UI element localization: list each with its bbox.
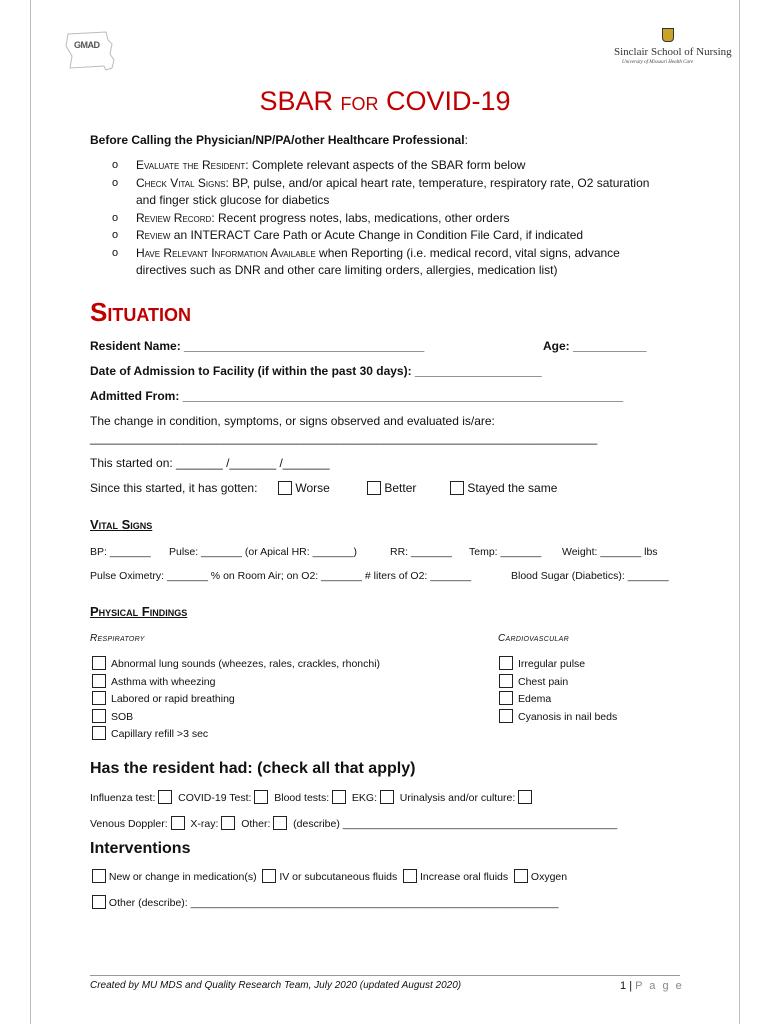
weight-field[interactable]: Weight: _______ lbs xyxy=(562,546,658,558)
list-item: o Evaluate the Resident: Complete relevant aspects of the SBAR form below xyxy=(112,158,526,172)
pulse-oximetry-field[interactable]: Pulse Oximetry: _______ % on Room Air; on O2: _______ # liters of O2: _______ xyxy=(90,570,472,582)
rr-field[interactable]: RR: _______ xyxy=(390,546,452,558)
other-intervention-field[interactable]: Other (describe): _______________________________________________________________ xyxy=(108,897,559,909)
worse-option[interactable]: Worse xyxy=(278,481,330,495)
gotten-row xyxy=(90,481,257,495)
intervention-other-row xyxy=(92,895,559,909)
gmad-logo xyxy=(62,26,122,76)
better-checkbox[interactable] xyxy=(367,481,381,495)
respiratory-checkbox[interactable] xyxy=(92,726,106,740)
cardiovascular-checkbox[interactable] xyxy=(499,691,513,705)
pulse-field[interactable]: Pulse: _______ (or Apical HR: _______) xyxy=(169,546,357,558)
list-item[interactable]: Asthma with wheezing xyxy=(92,674,380,692)
respiratory-checkbox[interactable] xyxy=(92,656,106,670)
urinalysis-checkbox[interactable] xyxy=(518,790,532,804)
tests-heading: Has the resident had: (check all that apply) xyxy=(90,760,416,777)
tests-row-2: Venous Doppler: X-ray: Other: (describe) _______________________________________________ xyxy=(90,818,618,830)
page-right-edge xyxy=(739,0,740,1024)
cardiovascular-checkbox[interactable] xyxy=(499,656,513,670)
venous-doppler-checkbox[interactable] xyxy=(171,816,185,830)
situation-heading: SITUATION xyxy=(90,297,191,327)
school-logo xyxy=(606,28,732,70)
page-number: 1 | P a g e xyxy=(620,980,684,992)
worse-checkbox[interactable] xyxy=(278,481,292,495)
cardiovascular-checkbox[interactable] xyxy=(499,674,513,688)
oxygen-checkbox[interactable] xyxy=(514,869,528,883)
list-item: o Check Vital Signs: BP, pulse, and/or apical heart rate, temperature, respiratory rate, O2 saturation and finger stick glucose for diabetics xyxy=(112,175,650,207)
title-sbar: SBAR xyxy=(259,86,333,116)
title-for: FOR xyxy=(340,94,379,114)
blood-sugar-field[interactable]: Blood Sugar (Diabetics): _______ xyxy=(511,570,669,582)
resident-name-field[interactable]: Resident Name: ____________________________________ xyxy=(90,339,425,353)
admitted-from-field[interactable]: Admitted From: __________________________________________________________________ xyxy=(90,389,624,403)
respiratory-checkbox[interactable] xyxy=(92,691,106,705)
list-item[interactable]: Chest pain xyxy=(499,674,617,692)
list-item[interactable]: Cyanosis in nail beds xyxy=(499,709,617,727)
gmad-logo-text: GMAD xyxy=(74,40,100,50)
respiratory-checkbox[interactable] xyxy=(92,674,106,688)
date-admission-field[interactable]: Date of Admission to Facility (if within the past 30 days): ___________________ xyxy=(90,364,542,378)
influenza-checkbox[interactable] xyxy=(158,790,172,804)
list-item[interactable]: Capillary refill >3 sec xyxy=(92,726,380,744)
interventions-heading: Interventions xyxy=(90,840,191,857)
age-field[interactable]: Age: ___________ xyxy=(543,339,647,353)
stayed-same-option[interactable]: Stayed the same xyxy=(450,481,557,495)
footer-credit: Created by MU MDS and Quality Research Team, July 2020 (updated August 2020) xyxy=(90,980,462,991)
vital-signs-heading: Vital Signs xyxy=(90,517,153,532)
missouri-map-icon xyxy=(62,26,122,76)
iv-fluids-checkbox[interactable] xyxy=(262,869,276,883)
tests-row-1: Influenza test: COVID-19 Test: Blood tests: EKG: Urinalysis and/or culture: xyxy=(90,790,532,804)
stayed-same-checkbox[interactable] xyxy=(450,481,464,495)
change-label: The change in condition, symptoms, or signs observed and evaluated is/are: xyxy=(90,414,495,428)
title-covid: COVID-19 xyxy=(386,86,511,116)
new-medication-checkbox[interactable] xyxy=(92,869,106,883)
respiratory-label: Respiratory xyxy=(90,633,145,644)
better-option[interactable]: Better xyxy=(367,481,416,495)
school-name: Sinclair School of Nursing xyxy=(614,46,732,58)
blood-tests-checkbox[interactable] xyxy=(332,790,346,804)
list-item: o Review Record: Recent progress notes, labs, medications, other orders xyxy=(112,210,510,225)
physical-findings-heading: Physical Findings xyxy=(90,604,188,619)
before-calling-heading: Before Calling the Physician/NP/PA/other Healthcare Professional: xyxy=(90,133,468,147)
cardiovascular-checkbox[interactable] xyxy=(499,709,513,723)
list-item[interactable]: Abnormal lung sounds (wheezes, rales, crackles, rhonchi) xyxy=(92,656,380,674)
cardiovascular-label: Cardiovascular xyxy=(498,633,569,644)
temp-field[interactable]: Temp: _______ xyxy=(469,546,542,558)
university-shield-icon xyxy=(662,28,674,42)
gotten-label: Since this started, it has gotten: xyxy=(90,481,258,495)
started-on-field[interactable]: This started on: _______ /_______ /_______ xyxy=(90,456,330,470)
before-calling-list xyxy=(112,157,672,280)
list-item[interactable]: Labored or rapid breathing xyxy=(92,691,380,709)
list-item: o Review an INTERACT Care Path or Acute Change in Condition File Card, if indicated xyxy=(112,228,584,242)
xray-checkbox[interactable] xyxy=(221,816,235,830)
other-test-describe-field[interactable]: (describe) _______________________________________________ xyxy=(293,818,618,830)
footer-divider xyxy=(90,975,680,976)
page-title xyxy=(0,86,770,117)
change-description-field[interactable]: ____________________________________________________________________________ xyxy=(90,431,598,445)
other-intervention-checkbox[interactable] xyxy=(92,895,106,909)
interventions-row: New or change in medication(s) IV or subcutaneous fluids Increase oral fluids Oxygen xyxy=(92,869,567,883)
oral-fluids-checkbox[interactable] xyxy=(403,869,417,883)
list-item[interactable]: Edema xyxy=(499,691,617,709)
respiratory-checkbox[interactable] xyxy=(92,709,106,723)
bp-field[interactable]: BP: _______ xyxy=(90,546,151,558)
ekg-checkbox[interactable] xyxy=(380,790,394,804)
covid-test-checkbox[interactable] xyxy=(254,790,268,804)
other-test-checkbox[interactable] xyxy=(273,816,287,830)
university-name: University of Missouri Health Care xyxy=(622,60,693,65)
cardiovascular-list xyxy=(499,656,617,726)
list-item: o Have Relevant Information Available when Reporting (i.e. medical record, vital signs, advance directives such as DNR and other care limiting orders, allergies, medication list) xyxy=(112,245,620,277)
list-item[interactable]: SOB xyxy=(92,709,380,727)
respiratory-list xyxy=(92,656,380,744)
page-left-edge xyxy=(30,0,31,1024)
list-item[interactable]: Irregular pulse xyxy=(499,656,617,674)
